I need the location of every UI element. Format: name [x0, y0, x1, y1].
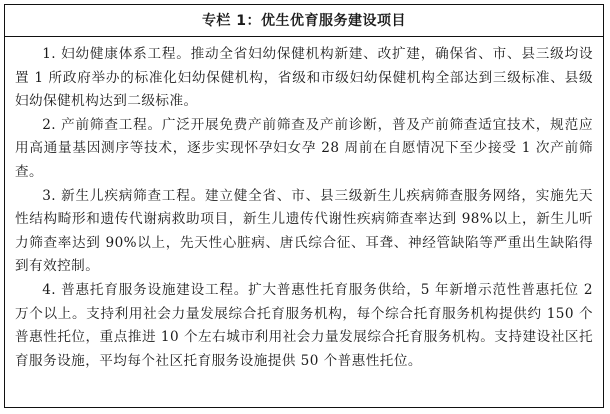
- column-body: [5, 37, 603, 373]
- item-newborn-screening: 3. 新生儿疾病筛查工程。建立健全省、市、县三级新生儿疾病筛查服务网络，实施先天性结构畸形和遗传代谢病救助项目，新生儿遗传代谢性疾病筛查率达到 98%以上，新生儿听力筛查率达到 90%以上，先天性心脏病、唐氏综合征、耳聋、神经管缺陷等严重出生缺陷得到有效控制。: [15, 187, 593, 275]
- special-column-box: [4, 4, 604, 408]
- item-maternal-child-health: 1. 妇幼健康体系工程。推动全省妇幼保健机构新建、改扩建，确保省、市、县三级均设置 1 所政府举办的标准化妇幼保健机构，省级和市级妇幼保健机构全部达到三级标准、县级妇幼保健机构达到二级标准。: [15, 46, 593, 110]
- column-title: 专栏 1：优生优育服务建设项目: [5, 5, 603, 37]
- item-prenatal-screening: 2. 产前筛查工程。广泛开展免费产前筛查及产前诊断，普及产前筛查适宜技术，规范应用高通量基因测序等技术，逐步实现怀孕妇女孕 28 周前在自愿情况下至少接受 1 次产前筛查。: [15, 116, 593, 180]
- item-childcare-facilities: 4. 普惠托育服务设施建设工程。扩大普惠性托育服务供给，5 年新增示范性普惠托位 2 万个以上。支持利用社会力量发展综合托育服务机构，每个综合托育服务机构提供约 150 个普惠性托位，重点推进 10 个左右城市利用社会力量发展综合托育服务机构。支持建设社区托育服务设施，平均每个社区托育服务设施提供 50 个普惠性托位。: [15, 281, 593, 369]
